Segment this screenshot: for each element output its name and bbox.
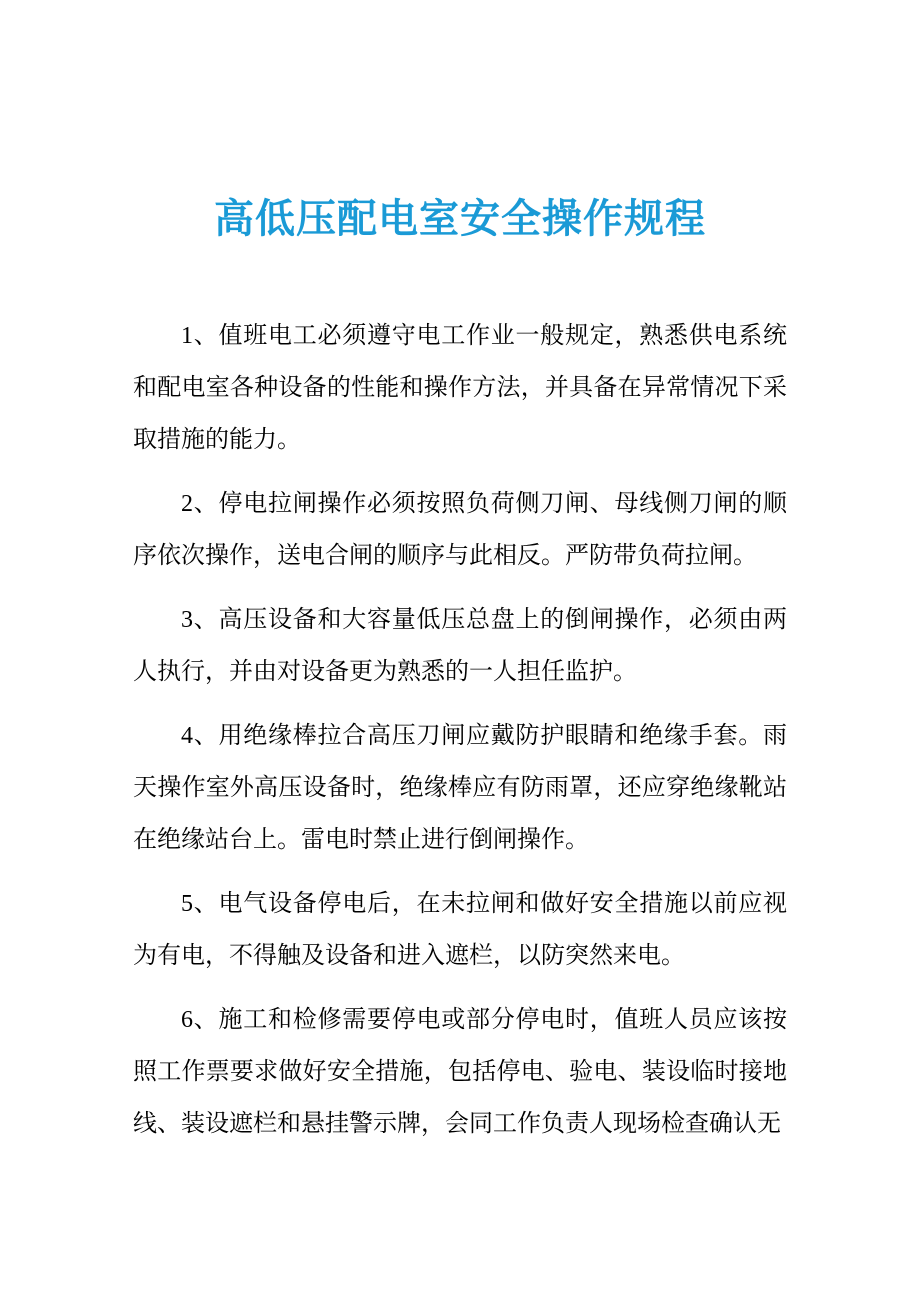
body-paragraph-5: 5、电气设备停电后，在未拉闸和做好安全措施以前应视为有电，不得触及设备和进入遮栏，以防突然来电。 [133, 891, 787, 969]
body-paragraph-4: 4、用绝缘棒拉合高压刀闸应戴防护眼睛和绝缘手套。雨天操作室外高压设备时，绝缘棒应有防雨罩，还应穿绝缘靴站在绝缘站台上。雷电时禁止进行倒闸操作。 [133, 723, 787, 853]
document-title: 高低压配电室安全操作规程 [214, 197, 706, 241]
body-paragraph-2: 2、停电拉闸操作必须按照负荷侧刀闸、母线侧刀闸的顺序依次操作，送电合闸的顺序与此相反。严防带负荷拉闸。 [133, 491, 787, 569]
body-paragraph-6: 6、施工和检修需要停电或部分停电时，值班人员应该按照工作票要求做好安全措施，包括停电、验电、装设临时接地线、装设遮栏和悬挂警示牌，会同工作负责人现场检查确认无 [133, 1007, 787, 1137]
body-paragraph-3: 3、高压设备和大容量低压总盘上的倒闸操作，必须由两人执行，并由对设备更为熟悉的一人担任监护。 [133, 607, 787, 685]
body-paragraph-1: 1、值班电工必须遵守电工作业一般规定，熟悉供电系统和配电室各种设备的性能和操作方法，并具备在异常情况下采取措施的能力。 [133, 323, 787, 453]
